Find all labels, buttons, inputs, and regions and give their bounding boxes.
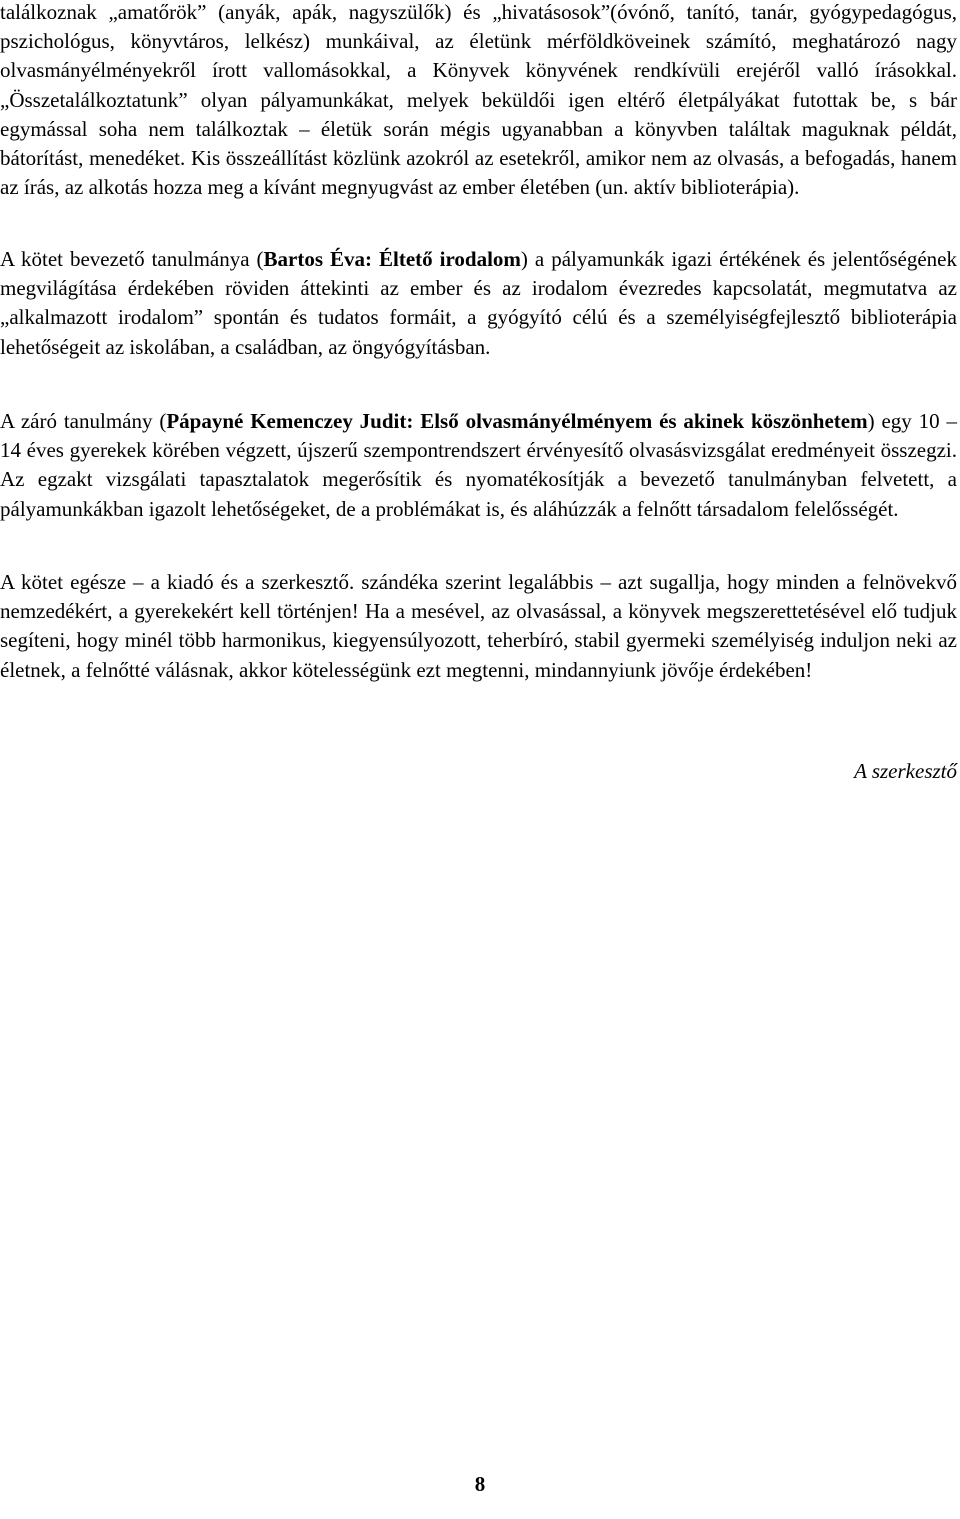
paragraph-2-lead: A kötet bevezető tanulmánya (: [0, 247, 264, 271]
paragraph-3-lead: A záró tanulmány (: [0, 409, 167, 433]
paragraph-1: találkoznak „amatőrök” (anyák, apák, nagyszülők) és „hivatásosok”(óvónő, tanító, tanár, gyógypedagógus, pszichológus, könyvtáros, lelkész) munkáival, az életünk mérföldköveinek számító, meghatározó nagy olvasmányélményekről írott vallomásokkal, a Könyvek könyvének rendkívüli erejéről valló írásokkal. „Összetalálkoztatunk” olyan pályamunkákat, melyek beküldői igen eltérő életpályákat futottak be, s bár egymással soha nem találkoztak – életük során mégis ugyanabban a könyvben találtak maguknak példát, bátorítást, menedéket. Kis összeállítást közlünk azokról az esetekről, amikor nem az olvasás, a befogadás, hanem az írás, az alkotás hozza meg a kívánt megnyugvást az ember életében (un. aktív biblioterápia).: [0, 0, 957, 200]
paragraph-3-rest: ) egy 10 – 14 éves gyerekek körében végzett, újszerű szempontrendszert érvényesítő olvasásvizsgálat eredményeit összegzi. Az egzakt vizsgálati tapasztalatok megerősítik és nyomatékosítják a bevezető tanulmányban felvetett, a pályamunkákban igazolt lehetőségeket, de a problémákat is, és aláhúzzák a felnőtt társadalom felelősségét.: [0, 409, 957, 521]
paragraph-3-bold-title: Pápayné Kemenczey Judit: Első olvasmányélményem és akinek köszönhetem: [166, 409, 868, 433]
paragraph-2: [0, 245, 957, 362]
paragraph-3: [0, 407, 957, 524]
page-number: 8: [474, 1472, 486, 1496]
editor-signature: A szerkesztő: [854, 759, 957, 783]
paragraph-2-rest: ) a pályamunkák igazi értékének és jelentőségének megvilágítása érdekében röviden áttekinti az ember és az irodalom évezredes kapcsolatát, megmutatva az „alkalmazott irodalom” spontán és tudatos formáit, a gyógyító célú és a személyiségfejlesztő biblioterápia lehetőségeit az iskolában, a családban, az öngyógyításban.: [0, 247, 957, 359]
paragraph-4: A kötet egésze – a kiadó és a szerkesztő. szándéka szerint legalábbis – azt sugallja, hogy minden a felnövekvő nemzedékért, a gyerekekért kell történjen! Ha a mesével, az olvasással, a könyvek megszerettetésével elő tudjuk segíteni, hogy minél több harmonikus, kiegyensúlyozott, teherbíró, stabil gyermeki személyiség induljon neki az életnek, a felnőtté válásnak, akkor kötelességünk ezt megtenni, mindannyiunk jövője érdekében!: [0, 570, 957, 682]
paragraph-2-bold-title: Bartos Éva: Éltető irodalom: [263, 247, 521, 271]
